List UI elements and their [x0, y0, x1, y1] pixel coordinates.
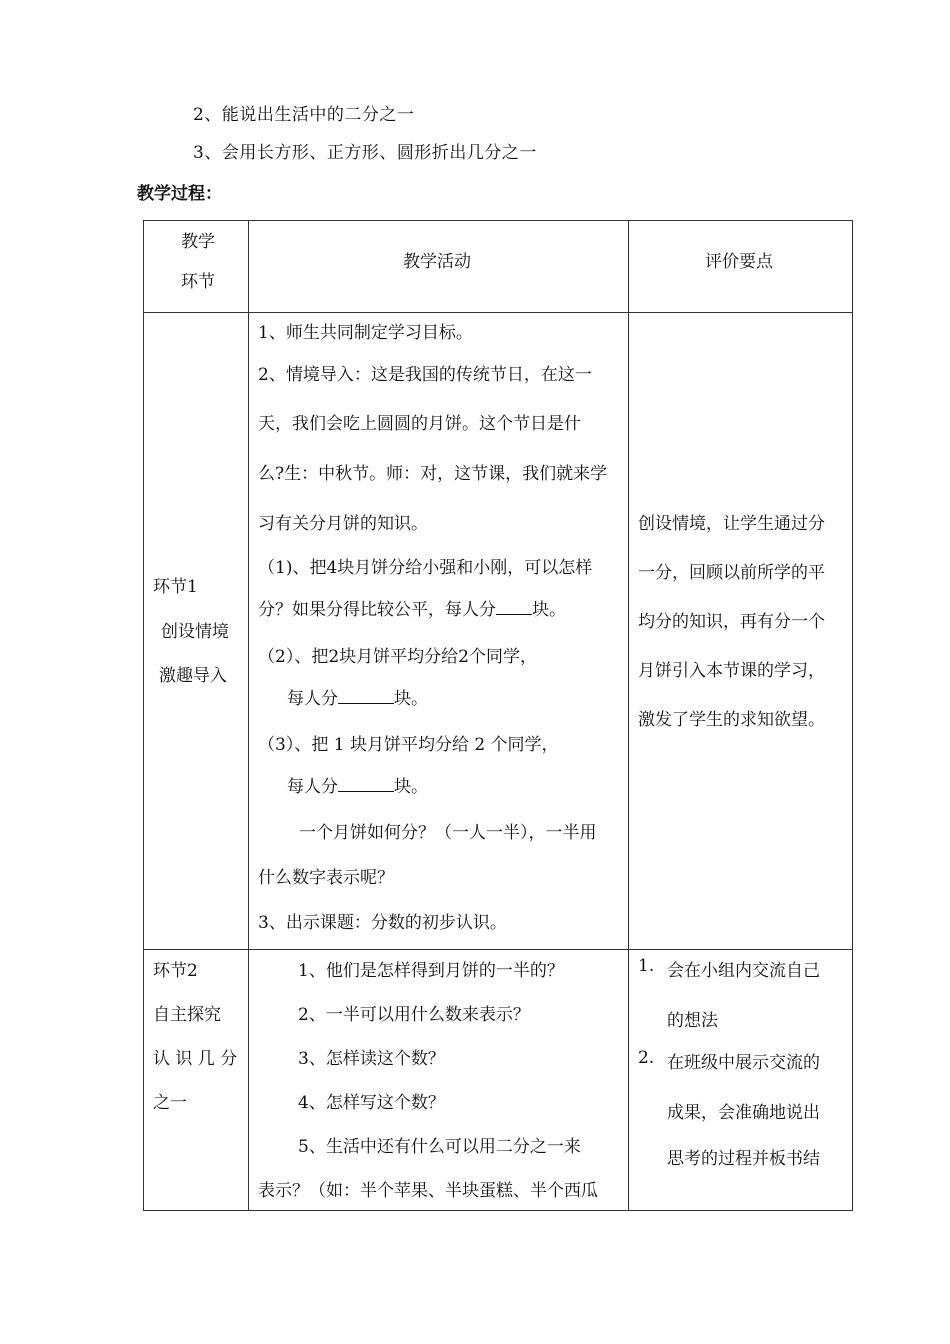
header-activity-label: 教学活动	[403, 252, 471, 272]
table-row	[144, 950, 853, 1211]
activity-cell-1	[249, 313, 629, 950]
stage-2-line4: 之一	[153, 1093, 187, 1113]
goal-3: 3、会用长方形、正方形、圆形折出几分之一	[193, 143, 537, 163]
stage-2-line3: 认 识 几 分	[153, 1049, 238, 1069]
table-header-row	[144, 221, 853, 313]
activity-text: 每人分	[287, 689, 338, 709]
activity-line: 5、生活中还有什么可以用二分之一来	[298, 1137, 581, 1157]
goal-2: 2、能说出生活中的二分之一	[193, 105, 415, 125]
stage-1-line2: 创设情境	[161, 622, 229, 642]
activity-line: 天，我们会吃上圆圆的月饼。这个节日是什	[258, 414, 581, 434]
lesson-table	[143, 220, 853, 1211]
stage-cell-2	[144, 950, 249, 1211]
activity-line: （1)、把4块月饼分给小强和小刚，可以怎样	[258, 558, 593, 578]
activity-line: 3、出示课题：分数的初步认识。	[258, 913, 507, 933]
activity-line: （2）、把2块月饼平均分给2个同学，	[258, 647, 537, 667]
activity-line: 什么数字表示呢？	[258, 868, 394, 888]
evaluation-line: 激发了学生的求知欲望。	[638, 710, 825, 730]
evaluation-line: 一分，回顾以前所学的平	[638, 563, 825, 583]
table-row	[144, 313, 853, 950]
evaluation-line: 均分的知识，再有分一个	[638, 612, 825, 632]
stage-2-line2: 自主探究	[153, 1005, 221, 1025]
activity-line: 4、怎样写这个数？	[298, 1093, 445, 1113]
evaluation-item-number: 1.	[638, 956, 655, 976]
answer-blank	[496, 600, 532, 615]
header-stage	[144, 221, 249, 313]
stage-1-line1: 环节1	[153, 577, 198, 597]
header-evaluation-label: 评价要点	[705, 252, 773, 272]
activity-line-with-blank	[287, 772, 428, 797]
activity-line: 1、师生共同制定学习目标。	[258, 323, 473, 343]
stage-2-line1: 环节2	[153, 961, 198, 981]
activity-line: 一个月饼如何分？（一人一半），一半用	[299, 823, 597, 843]
activity-text: 块。	[394, 777, 428, 797]
evaluation-line: 在班级中展示交流的	[667, 1053, 820, 1073]
evaluation-line: 的想法	[667, 1011, 718, 1031]
activity-line-with-blank	[287, 684, 428, 709]
evaluation-line: 成果，会准确地说出	[667, 1103, 820, 1123]
evaluation-cell-2	[629, 950, 853, 1211]
activity-line: 2、情境导入：这是我国的传统节日，在这一	[258, 365, 592, 385]
activity-line-with-blank	[258, 595, 566, 620]
evaluation-item-number: 2.	[638, 1048, 655, 1068]
stage-cell-1	[144, 313, 249, 950]
activity-line: （3）、把 1 块月饼平均分给 2 个同学，	[258, 735, 559, 755]
answer-blank	[338, 777, 394, 792]
activity-line: 表示？（如：半个苹果、半块蛋糕、半个西瓜	[258, 1181, 598, 1201]
activity-cell-2	[249, 950, 629, 1211]
stage-1-line3: 激趣导入	[159, 666, 227, 686]
activity-line: 2、一半可以用什么数来表示？	[298, 1005, 530, 1025]
activity-text: 分？如果分得比较公平，每人分	[258, 600, 496, 620]
header-evaluation	[629, 221, 853, 313]
evaluation-line: 创设情境，让学生通过分	[638, 514, 825, 534]
evaluation-line: 会在小组内交流自己	[667, 961, 820, 981]
header-activity	[249, 221, 629, 313]
evaluation-cell-1	[629, 313, 853, 950]
activity-text: 块。	[394, 689, 428, 709]
activity-line: 1、他们是怎样得到月饼的一半的？	[298, 961, 564, 981]
activity-text: 块。	[532, 600, 566, 620]
activity-text: 每人分	[287, 777, 338, 797]
activity-line: 3、怎样读这个数？	[298, 1049, 445, 1069]
activity-line: 么?生：中秋节。师：对，这节课，我们就来学	[258, 464, 608, 484]
section-heading: 教学过程：	[137, 184, 222, 204]
answer-blank	[338, 689, 394, 704]
header-stage-line1: 教学	[181, 232, 215, 252]
evaluation-line: 思考的过程并板书结	[667, 1149, 820, 1169]
evaluation-line: 月饼引入本节课的学习，	[638, 661, 825, 681]
header-stage-line2: 环节	[181, 272, 215, 292]
activity-line: 习有关分月饼的知识。	[258, 514, 428, 534]
